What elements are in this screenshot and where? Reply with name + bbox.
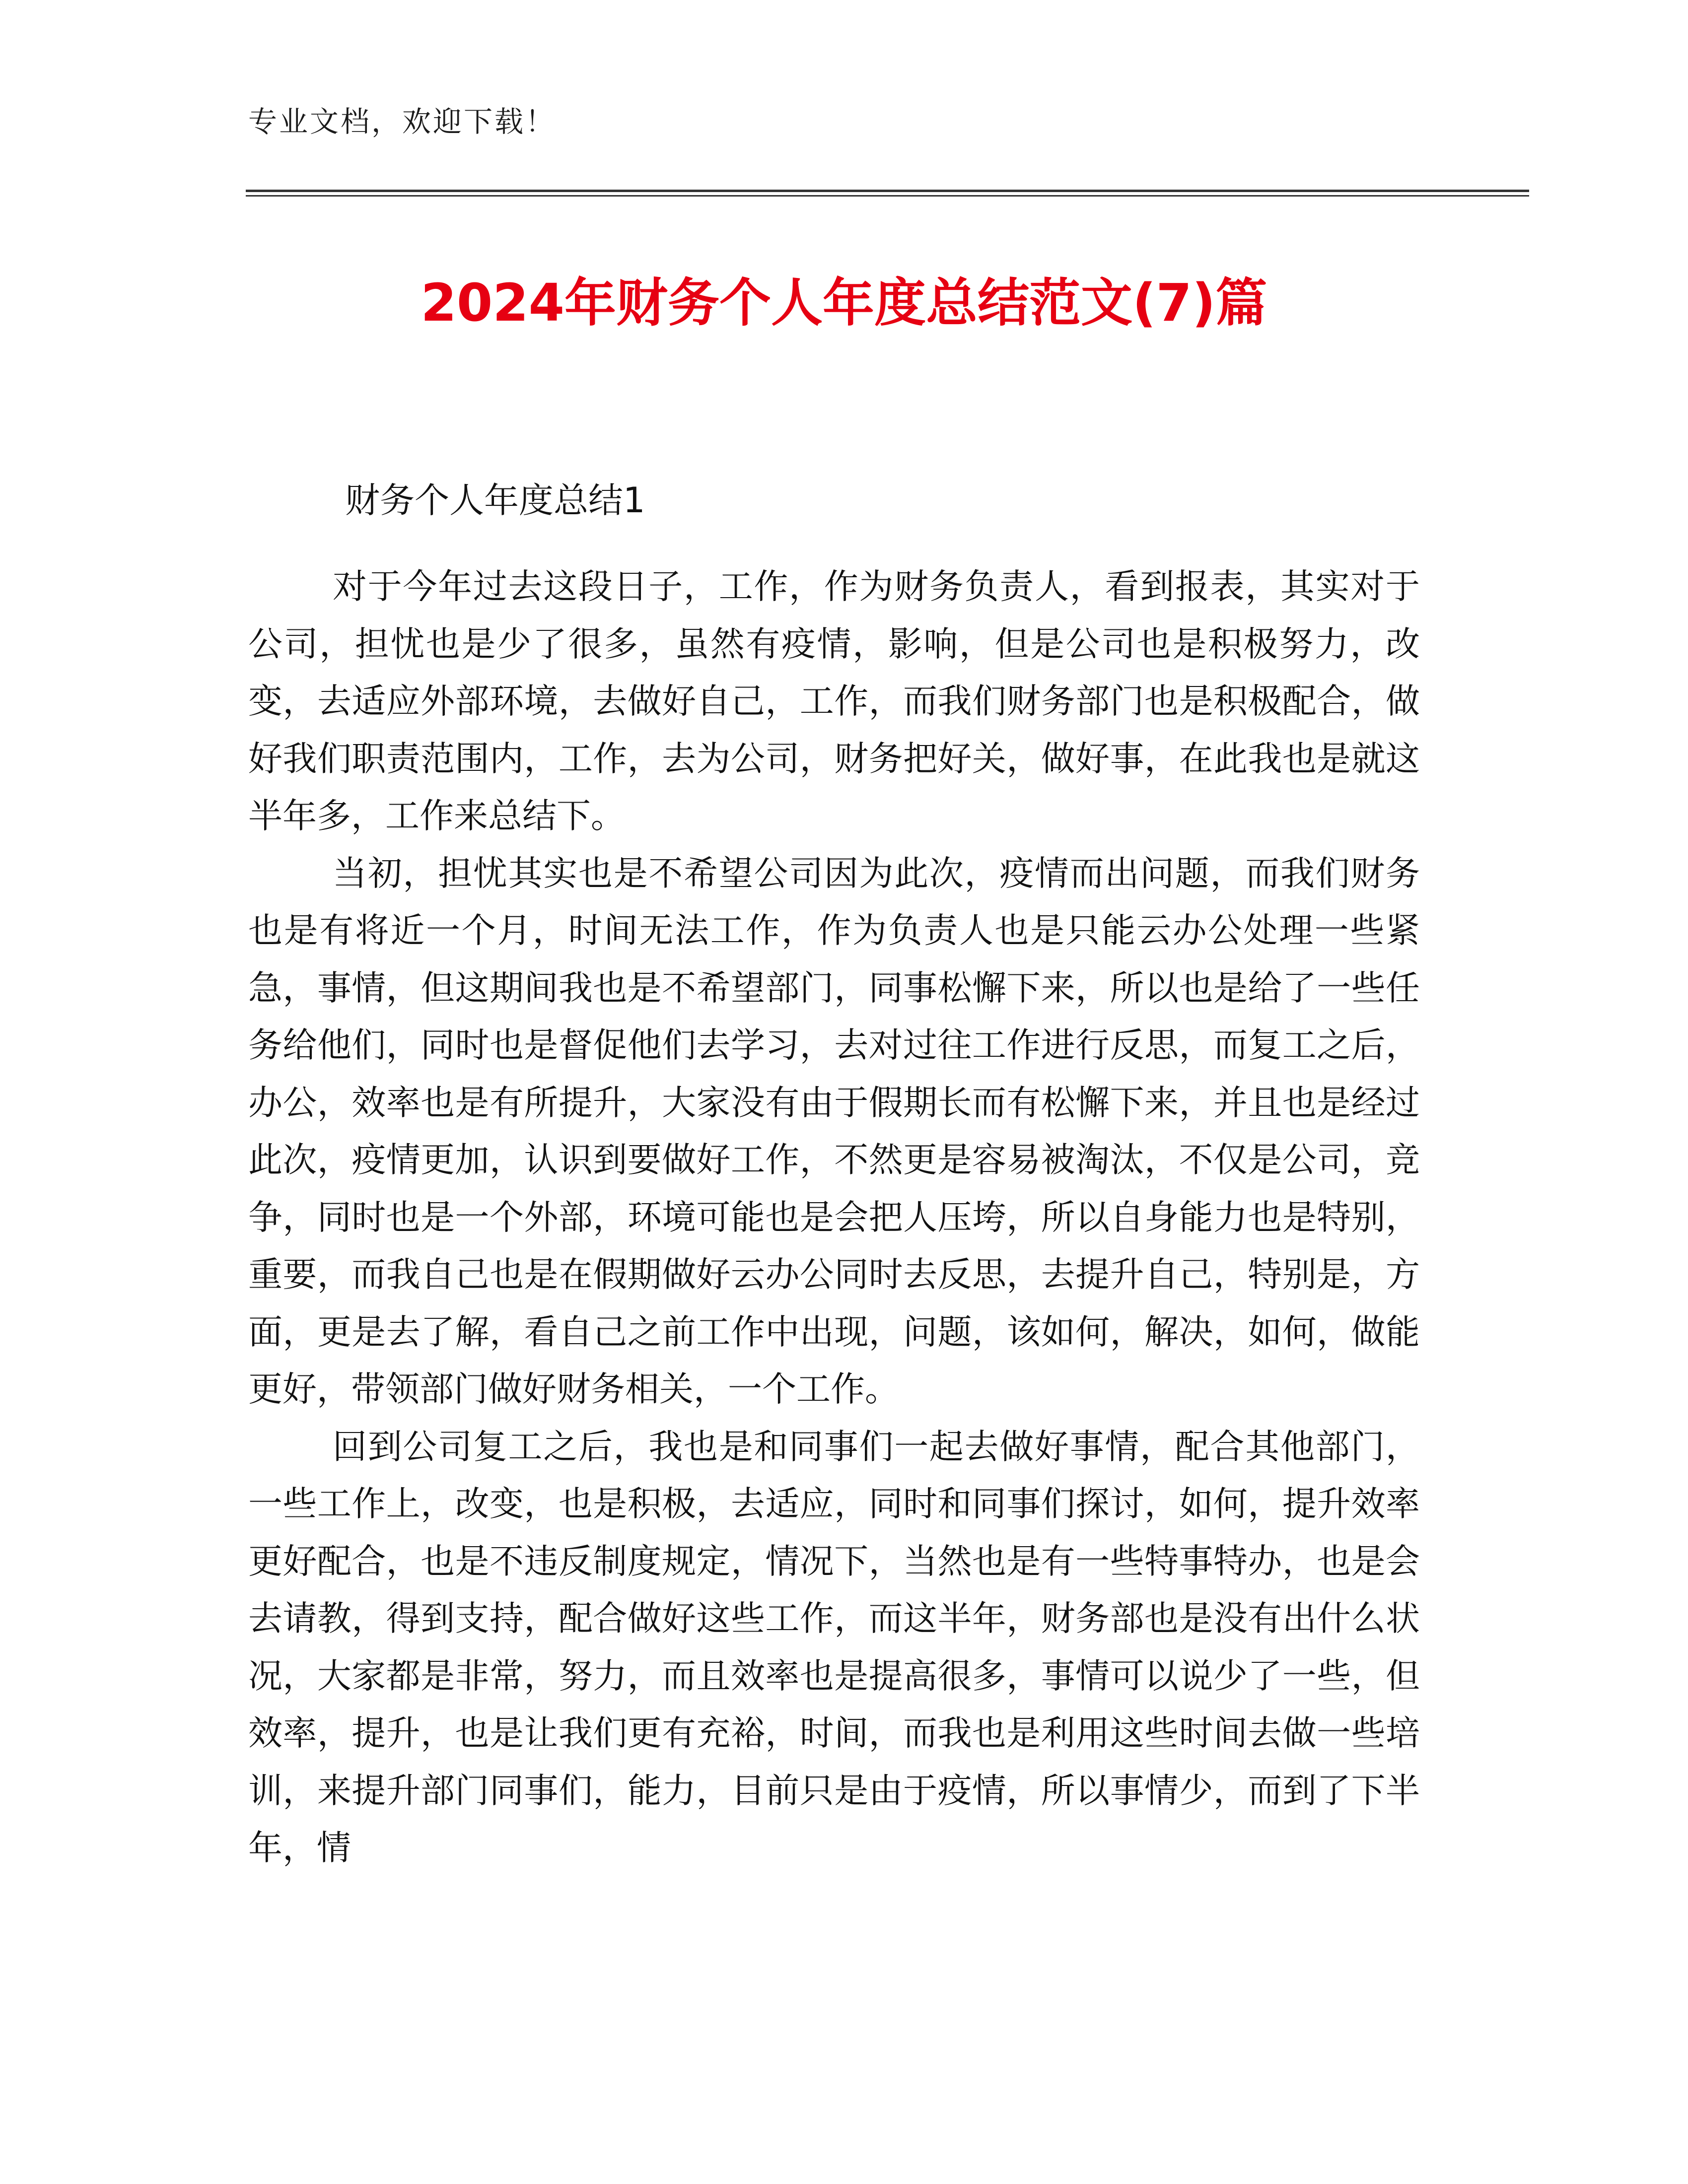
- body-paragraph: 回到公司复工之后，我也是和同事们一起去做好事情，配合其他部门，一些工作上，改变，也是积极，去适应，同时和同事们探讨，如何，提升效率更好配合，也是不违反制度规定，情况下，当然也是有一些特事特办，也是会去请教，得到支持，配合做好这些工作，而这半年，财务部也是没有出什么状况，大家都是非常，努力，而且效率也是提高很多，事情可以说少了一些，但效率，提升，也是让我们更有充裕，时间，而我也是利用这些时间去做一些培训，来提升部门同事们，能力，目前只是由于疫情，所以事情少，而到了下半年，情: [248, 1427, 1420, 1868]
- document-body: [248, 558, 1420, 1877]
- header-divider-thin: [246, 195, 1529, 197]
- section-heading: 财务个人年度总结1: [345, 480, 645, 521]
- body-paragraph: 对于今年过去这段日子，工作，作为财务负责人，看到报表，其实对于公司，担忧也是少了很多，虽然有疫情，影响，但是公司也是积极努力，改变，去适应外部环境，去做好自己，工作，而我们财务部门也是积极配合，做好我们职责范围内，工作，去为公司，财务把好关，做好事，在此我也是就这半年多，工作来总结下。: [248, 567, 1420, 836]
- header-divider-thick: [246, 190, 1529, 192]
- document-title: 2024年财务个人年度总结范文(7)篇: [421, 273, 1267, 333]
- page-header-text: 专业文档，欢迎下载！: [248, 105, 557, 138]
- body-paragraph: 当初，担忧其实也是不希望公司因为此次，疫情而出问题，而我们财务也是有将近一个月，时间无法工作，作为负责人也是只能云办公处理一些紧急，事情，但这期间我也是不希望部门，同事松懈下来，所以也是给了一些任务给他们，同时也是督促他们去学习，去对过往工作进行反思，而复工之后，办公，效率也是有所提升，大家没有由于假期长而有松懈下来，并且也是经过此次，疫情更加，认识到要做好工作，不然更是容易被淘汰，不仅是公司，竞争，同时也是一个外部，环境可能也是会把人压垮，所以自身能力也是特别，重要，而我自己也是在假期做好云办公同时去反思，去提升自己，特别是，方面，更是去了解，看自己之前工作中出现，问题，该如何，解决，如何，做能更好，带领部门做好财务相关，一个工作。: [248, 853, 1420, 1409]
